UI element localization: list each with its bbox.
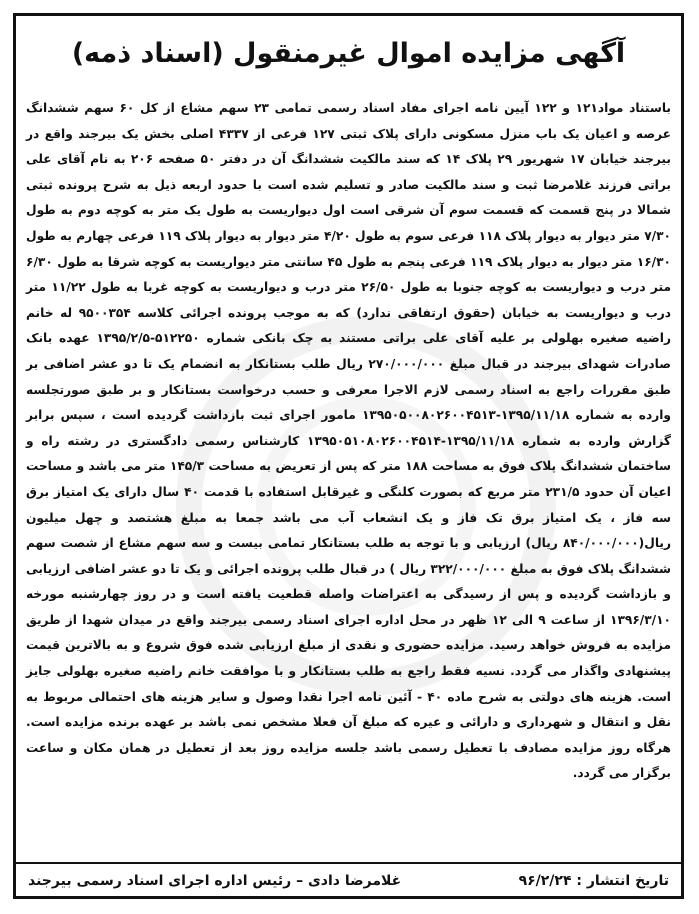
footer-divider <box>16 862 681 864</box>
publish-date: تاریخ انتشار : ۹۶/۲/۲۴ <box>518 873 669 889</box>
notice-frame <box>13 13 684 899</box>
signature-line: غلامرضا دادی – رئیس اداره اجرای اسناد رسمی بیرجند <box>28 873 402 889</box>
notice-body: باستناد مواد۱۲۱ و ۱۲۲ آیین نامه اجرای مفاد اسناد رسمی تمامی ۲۳ سهم مشاع از کل ۶۰ سهم ششدانگ عرصه و اعیان یک باب منزل مسکونی دارای پلاک ثبتی ۱۲۷ فرعی از ۴۳۳۷ اصلی بخش یک بیرجند واقع در بیرجند خیابان ۱۷ شهریور ۲۹ پلاک ۱۴ که سند مالکیت ششدانگ آن در دفتر ۵۰ صفحه ۲۰۶ به نام آقای علی براتی فرزند غلامرضا ثبت و سند مالکیت صادر و تسلیم شده است با حدود اربعه ذیل به شرح پرونده ثبتی شمالا در پنج قسمت که قسمت سوم آن شرقی است اول دیواریست به طول یک متر به کوچه دوم به طول ۷/۳۰ متر دیوار به دیوار پلاک ۱۱۸ فرعی سوم به طول ۴/۲۰ متر دیوار به دیوار پلاک ۱۱۹ فرعی چهارم به طول ۱۶/۳۰ متر دیوار به دیوار پلاک ۱۱۹ فرعی پنجم به طول ۴۵ سانتی متر دیواریست به کوچه شرقا به طول ۶/۳۰ متر درب و دیواریست به کوچه جنوبا به طول ۲۶/۵۰ متر درب و دیواریست به کوچه غربا به طول ۱۱/۲۲ متر درب و دیواریست به خیابان (حقوق ارتفاقی ندارد) که به موجب پرونده اجرائی کلاسه ۹۵۰۰۳۵۴ له خانم راضیه صغیره بهلولی بر علیه آقای علی براتی مستند به چک بانکی شماره ۵۱۲۲۵۰-۱۳۹۵/۲/۵ عهده بانک صادرات شهدای بیرجند در قبال مبلغ ۲۷۰/۰۰۰/۰۰۰ ریال طلب بستانکار به انضمام یک تا دو عشر اضافی بر طبق مقررات راجع به اسناد رسمی لازم الاجرا معرفی و حسب درخواست بستانکار و بر طبق صورتجلسه وارده به شماره ۱۳۹۵/۱۱/۱۸-۱۳۹۵۰۵۰۰۸۰۲۶۰۰۴۵۱۳ مامور اجرای ثبت بازداشت گردیده است ، سپس برابر گزارش وارده به شماره ۱۳۹۵/۱۱/۱۸-۱۳۹۵۰۵۱۰۸۰۲۶۰۰۴۵۱۴ کارشناس رسمی دادگستری در رشته راه و ساختمان ششدانگ پلاک فوق به مساحت ۱۸۸ متر که پس از تعریض به مساحت ۱۴۵/۳ متر می باشد و مساحت اعیان آن حدود ۲۳۱/۵ متر مربع که بصورت کلنگی و غیرقابل استفاده با قدمت ۴۰ سال دارای یک امتیاز برق سه فاز ، یک امتیاز برق تک فاز و یک انشعاب آب می باشد جمعا به مبلغ هشتصد و چهل میلیون ریال(۸۴۰/۰۰۰/۰۰۰ ریال) ارزیابی و با توجه به طلب بستانکار تمامی بیست و سه سهم مشاع از شصت سهم ششدانگ پلاک فوق به مبلغ ۳۲۲/۰۰۰/۰۰۰ ریال ) در قبال طلب پرونده اجرائی و یک تا دو عشر اضافی ارزیابی و بازداشت گردیده و پس از رسیدگی به اعتراضات واصله قطعیت یافته است و در روز چهارشنبه مورخه ۱۳۹۶/۳/۱۰ از ساعت ۹ الی ۱۲ ظهر در محل اداره اجرای اسناد رسمی بیرجند واقع در میدان شهدا از طریق مزایده به فروش خواهد رسید. مزایده حضوری و نقدی از مبلغ ارزیابی شده فوق شروع و به بالاترین قیمت پیشنهادی واگذار می گردد. نسیه فقط راجع به طلب بستانکار و با موافقت خانم راضیه صغیره بهلولی جایز است. هزینه های دولتی به شرح ماده ۴۰ - آئین نامه اجرا نقدا وصول و سایر هزینه های احتمالی مربوط به نقل و انتقال و شهرداری و دارائی و عیره که مبلغ آن فعلا مشخص نمی باشد بر عهده برنده مزایده است. هرگاه روز مزایده مصادف با تعطیل رسمی باشد جلسه مزایده روز بعد از تعطیل در همان مکان و ساعت برگزار می گردد. <box>26 101 672 781</box>
notice-title: آگهی مزایده اموال غیرمنقول (اسناد ذمه) <box>71 38 626 69</box>
notice-footer <box>28 868 669 894</box>
